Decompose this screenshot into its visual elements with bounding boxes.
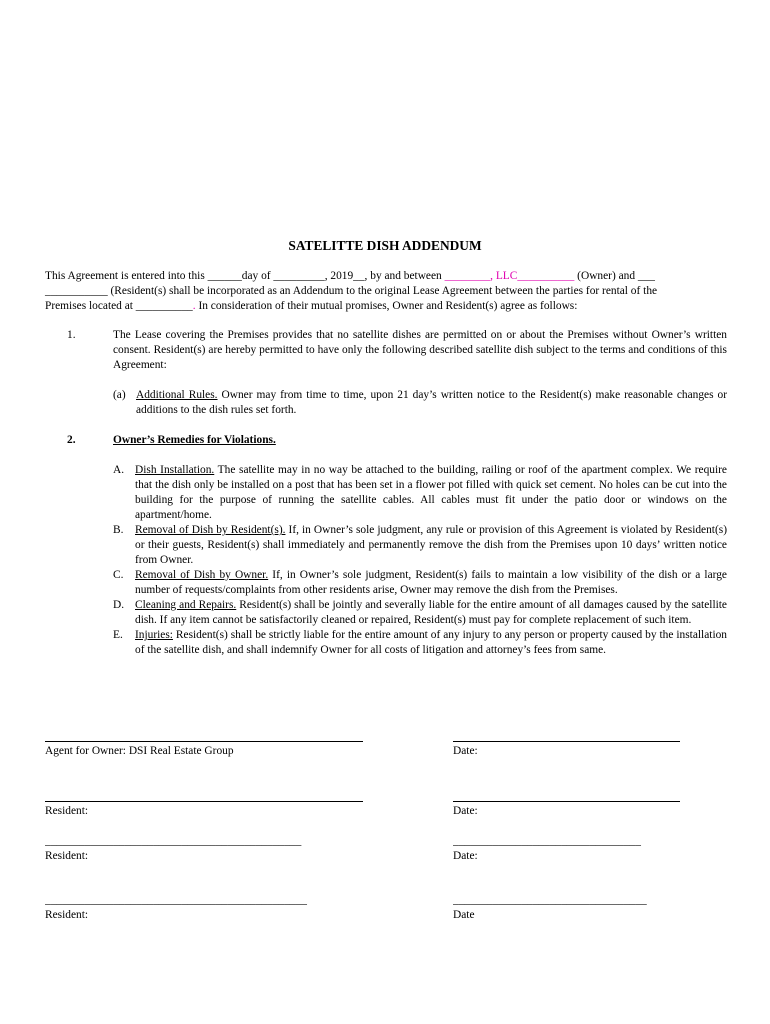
date-signature-line[interactable]: _________________________________ xyxy=(453,835,641,847)
resident-signature-line[interactable]: _____________________________________________ xyxy=(45,835,302,847)
resident-label: Resident: xyxy=(45,805,89,817)
sub-clause-text: Owner may from time to time, upon 21 day’s written notice to the Resident(s) make reasonable changes or additions to the dish rules set forth. xyxy=(136,389,727,416)
remedy-item xyxy=(113,628,727,658)
date-label: Date: xyxy=(453,850,478,862)
intro-text: . xyxy=(192,300,196,312)
date-signature-line[interactable]: __________________________________ xyxy=(453,894,647,906)
date-signature-line[interactable] xyxy=(453,801,680,802)
remedy-item xyxy=(113,463,727,523)
remedy-item xyxy=(113,568,727,598)
remedy-title: Injuries: xyxy=(135,629,173,641)
sub-clause-title: Additional Rules. xyxy=(136,389,218,401)
resident-name-blank[interactable]: ___ xyxy=(637,270,655,282)
date-label: Date xyxy=(453,909,475,921)
intro-text: day of xyxy=(241,270,274,282)
remedy-text: If, in Owner’s sole judgment, any rule or provision of this Agreement is violated by Resident(s) or their guests, Resident(s) shall immediately and permanently remove the dish from the Premises upon 10 days’ written notice from Owner. xyxy=(135,524,727,566)
section-1 xyxy=(45,328,727,418)
remedy-text: Resident(s) shall be jointly and severally liable for the entire amount of all damages caused by the satellite dish. If any item cannot be satisfactorily cleaned or repaired, Resident(s) must pay for complete replacement of such item. xyxy=(135,599,727,626)
remedy-title: Dish Installation. xyxy=(135,464,215,476)
month-blank[interactable]: _________ xyxy=(273,270,325,282)
section-number: 2. xyxy=(67,434,76,446)
date-label: Date: xyxy=(453,745,478,757)
sub-clause-a xyxy=(113,388,727,418)
section-2 xyxy=(45,433,727,658)
intro-text: (Owner) and xyxy=(574,270,638,282)
intro-paragraph xyxy=(45,269,727,314)
owner-name-blank[interactable]: ________, LLC__________ xyxy=(444,270,575,282)
agent-signature-line[interactable] xyxy=(45,741,363,742)
remedy-title: Removal of Dish by Resident(s). xyxy=(135,524,286,536)
document-title: SATELITTE DISH ADDENDUM xyxy=(288,238,482,253)
sub-clause-label: (a) xyxy=(113,389,126,401)
remedy-item xyxy=(113,523,727,568)
intro-line-1 xyxy=(45,269,727,284)
intro-line-2 xyxy=(45,284,727,299)
resident-label: Resident: xyxy=(45,909,89,921)
resident-label: Resident: xyxy=(45,850,89,862)
remedy-label: A. xyxy=(113,464,125,476)
section-1-body: The Lease covering the Premises provides that no satellite dishes are permitted on or about the Premises without Owner’s written consent. Resident(s) are hereby permitted to have only the following described satellite dish subject to the terms and conditions of this Agreement: xyxy=(113,329,727,371)
intro-text: , 2019__, by and between xyxy=(324,270,445,282)
day-blank[interactable]: ______ xyxy=(207,270,242,282)
date-label: Date: xyxy=(453,805,478,817)
intro-line-3 xyxy=(45,299,727,314)
remedy-text: Resident(s) shall be strictly liable for the entire amount of any injury to any person or property caused by the installation of the satellite dish, and shall indemnify Owner for all costs of litigation and attorney’s fees from same. xyxy=(135,629,727,656)
agent-label: Agent for Owner: DSI Real Estate Group xyxy=(45,745,234,757)
remedy-title: Cleaning and Repairs. xyxy=(135,599,237,611)
remedy-label: C. xyxy=(113,569,124,581)
remedy-text: If, in Owner’s sole judgment, Resident(s) fails to maintain a low visibility of the dish or a large number of requests/complaints from other residents arise, Owner may remove the dish from the Premises. xyxy=(135,569,727,596)
section-number: 1. xyxy=(67,329,76,341)
remedy-text: The satellite may in no way be attached to the building, railing or roof of the apartment complex. We require that the dish only be installed on a post that has been set in a flower pot filled with quick set cement. No holes can be cut into the building for the purpose of running the satellite cables. All cables must fit under the patio door or windows on the apartment/home. xyxy=(135,464,727,521)
intro-text: This Agreement is entered into this xyxy=(45,270,208,282)
date-signature-line[interactable] xyxy=(453,741,680,742)
remedy-label: B. xyxy=(113,524,124,536)
remedy-title: Removal of Dish by Owner. xyxy=(135,569,269,581)
remedy-label: E. xyxy=(113,629,123,641)
resident-signature-line[interactable]: ______________________________________________ xyxy=(45,894,307,906)
intro-text: In consideration of their mutual promises, Owner and Resident(s) agree as follows: xyxy=(195,300,578,312)
resident-signature-line[interactable] xyxy=(45,801,363,802)
premises-blank[interactable]: __________ xyxy=(135,300,193,312)
section-2-heading: Owner’s Remedies for Violations. xyxy=(113,434,276,446)
remedy-item xyxy=(113,598,727,628)
remedy-label: D. xyxy=(113,599,125,611)
intro-text: Premises located at xyxy=(45,300,136,312)
intro-text: (Resident(s) shall be incorporated as an Addendum to the original Lease Agreement between the parties for rental of the xyxy=(107,285,658,297)
resident-name-blank[interactable]: ___________ xyxy=(45,285,108,297)
